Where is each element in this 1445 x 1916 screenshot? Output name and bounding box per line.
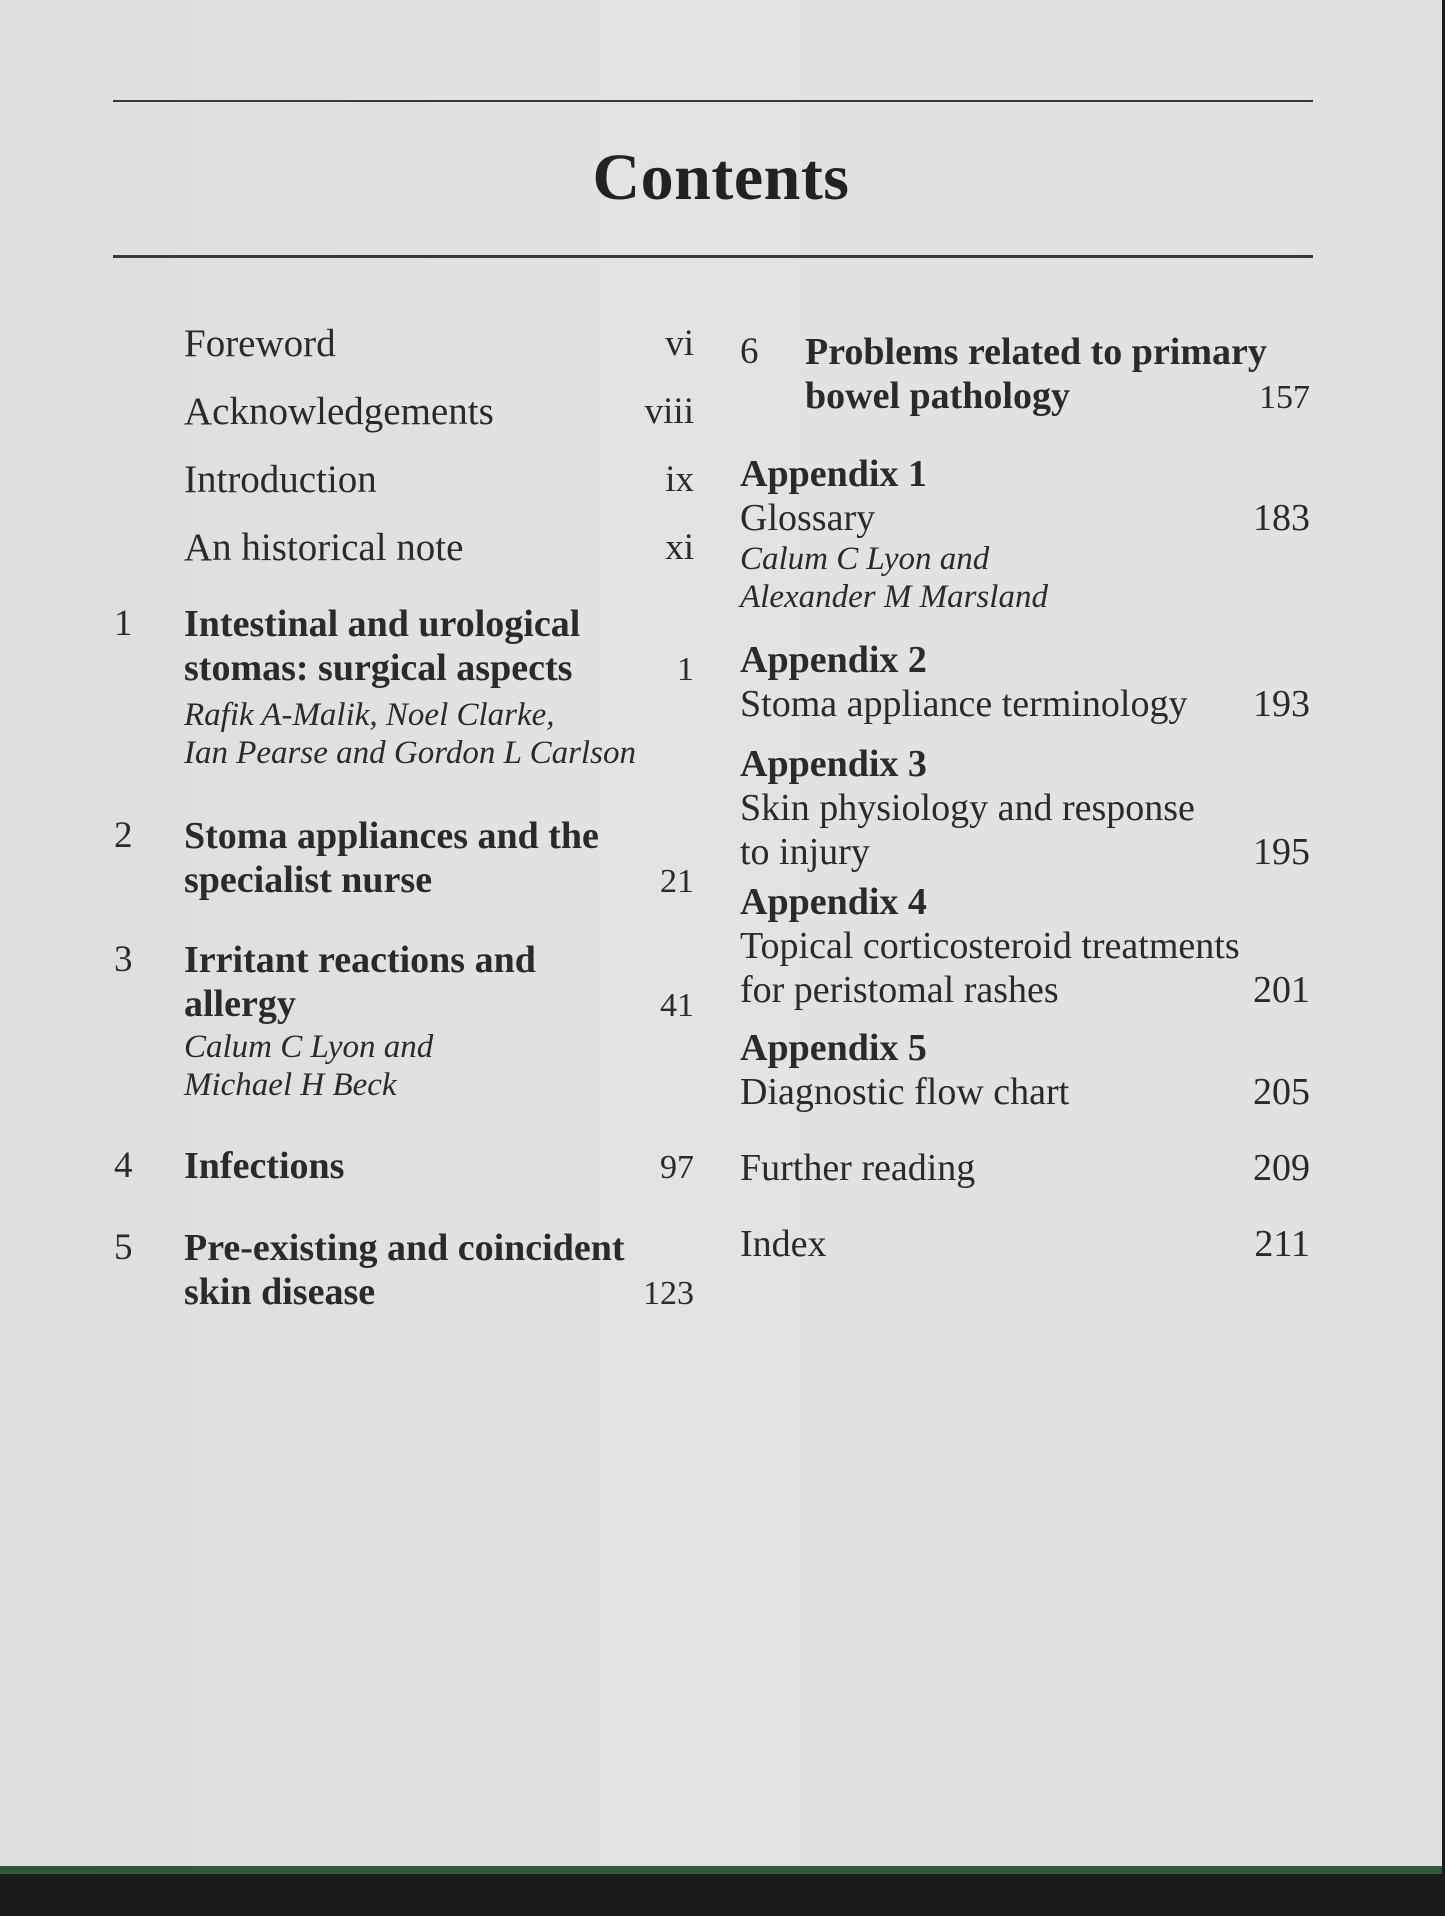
appendix-page: 205 xyxy=(1253,1071,1310,1113)
toc-entry-index xyxy=(740,1222,1310,1266)
contents-left-column xyxy=(114,322,694,1316)
appendix-heading: Appendix 1 xyxy=(740,453,927,495)
chapter-title-line: Intestinal and urological xyxy=(184,603,581,645)
appendix-title: Glossary xyxy=(740,497,876,539)
chapter-page: 21 xyxy=(660,863,694,900)
toc-chapter-1 xyxy=(114,602,694,772)
toc-chapter-2 xyxy=(114,814,694,904)
entry-label: Introduction xyxy=(184,458,377,501)
toc-appendix-4 xyxy=(740,880,1310,1012)
appendix-title: Stoma appliance terminology xyxy=(740,683,1188,725)
entry-label: An historical note xyxy=(184,526,464,569)
entry-page: 211 xyxy=(1254,1223,1310,1265)
book-cover-edge xyxy=(0,1866,1442,1874)
chapter-number: 3 xyxy=(114,939,133,980)
appendix-title: Skin physiology and response xyxy=(740,787,1195,829)
entry-label: Foreword xyxy=(184,322,336,365)
appendix-page: 193 xyxy=(1253,683,1310,725)
chapter-title-line: stomas: surgical aspects xyxy=(184,647,573,689)
chapter-title-line: Problems related to primary xyxy=(805,331,1267,373)
title-underline xyxy=(113,255,1313,258)
toc-entry-foreword xyxy=(184,322,694,390)
entry-page: xi xyxy=(665,527,694,568)
chapter-number: 6 xyxy=(740,331,759,372)
entry-page: viii xyxy=(644,391,694,432)
toc-appendix-2 xyxy=(740,638,1310,726)
chapter-authors: Ian Pearse and Gordon L Carlson xyxy=(184,735,636,771)
chapter-title-line: skin disease xyxy=(184,1271,376,1313)
chapter-title-line: Stoma appliances and the xyxy=(184,815,599,857)
chapter-number: 1 xyxy=(114,603,133,644)
toc-entry-acknowledgements xyxy=(184,390,694,458)
chapter-authors: Rafik A-Malik, Noel Clarke, xyxy=(184,697,555,733)
toc-appendix-5 xyxy=(740,1026,1310,1114)
entry-label: Further reading xyxy=(740,1147,976,1189)
chapter-page: 1 xyxy=(677,651,694,688)
entry-label: Acknowledgements xyxy=(184,390,494,433)
chapter-authors: Michael H Beck xyxy=(184,1067,397,1103)
chapter-title-line: Pre-existing and coincident xyxy=(184,1227,625,1269)
toc-chapter-4 xyxy=(114,1144,694,1190)
appendix-heading: Appendix 2 xyxy=(740,639,927,681)
appendix-title: to injury xyxy=(740,831,870,873)
chapter-authors: Calum C Lyon and xyxy=(184,1029,434,1065)
top-rule xyxy=(113,100,1313,102)
page-title: Contents xyxy=(592,141,850,214)
chapter-title-line: specialist nurse xyxy=(184,859,433,901)
chapter-title-line: allergy xyxy=(184,983,296,1025)
entry-label: Index xyxy=(740,1223,827,1265)
chapter-number: 2 xyxy=(114,815,133,856)
chapter-number: 5 xyxy=(114,1227,133,1268)
toc-entry-introduction xyxy=(184,458,694,526)
appendix-page: 195 xyxy=(1253,831,1310,873)
chapter-title-line: Irritant reactions and xyxy=(184,939,536,981)
appendix-heading: Appendix 3 xyxy=(740,743,927,785)
entry-page: 209 xyxy=(1253,1147,1310,1189)
entry-page: vi xyxy=(665,323,694,364)
appendix-title: Diagnostic flow chart xyxy=(740,1071,1070,1113)
appendix-title: Topical corticosteroid treatments xyxy=(740,925,1240,967)
entry-page: ix xyxy=(665,459,694,500)
contents-right-column xyxy=(740,330,1310,1266)
chapter-page: 157 xyxy=(1259,379,1310,416)
chapter-title-line: Infections xyxy=(184,1145,345,1187)
toc-entry-historical-note xyxy=(184,526,694,594)
toc-chapter-6 xyxy=(740,330,1310,420)
toc-appendix-1 xyxy=(740,452,1310,616)
appendix-authors: Calum C Lyon and xyxy=(740,541,990,577)
chapter-number: 4 xyxy=(114,1145,133,1186)
appendix-heading: Appendix 4 xyxy=(740,881,927,923)
chapter-page: 41 xyxy=(660,987,694,1024)
appendix-title: for peristomal rashes xyxy=(740,969,1059,1011)
chapter-page: 123 xyxy=(643,1275,694,1312)
chapter-title-line: bowel pathology xyxy=(805,375,1070,417)
appendix-page: 183 xyxy=(1253,497,1310,539)
toc-appendix-3 xyxy=(740,742,1310,874)
toc-entry-further-reading xyxy=(740,1146,1310,1190)
toc-chapter-5 xyxy=(114,1226,694,1316)
appendix-page: 201 xyxy=(1253,969,1310,1011)
toc-chapter-3 xyxy=(114,938,694,1104)
appendix-heading: Appendix 5 xyxy=(740,1027,927,1069)
appendix-authors: Alexander M Marsland xyxy=(740,579,1048,615)
chapter-page: 97 xyxy=(660,1149,694,1186)
